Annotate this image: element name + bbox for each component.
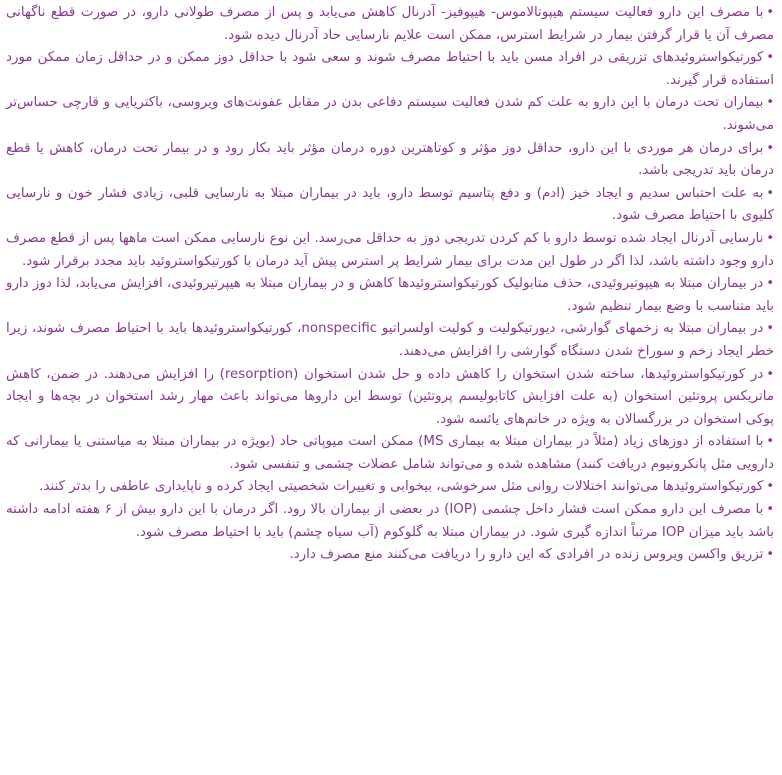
precaution-item bbox=[6, 544, 774, 567]
precaution-text: به علت احتباس سدیم و ایجاد خیز (ادم) و دفع پتاسیم توسط دارو، باید در بیماران مبتلا به نارسایی قلبی، زیادی فشار خون و نارسایی کلیوی با احتیاط مصرف شود. bbox=[6, 185, 774, 224]
precaution-item bbox=[6, 92, 774, 137]
precaution-item bbox=[6, 273, 774, 318]
precaution-text: نارسایی آدرنال ایجاد شده توسط دارو با کم کردن تدریجی دوز به حداقل می‌رسد. این نوع نارسایی ممکن است ماهها پس از قطع مصرف دارو وجود داشته باشد، لذا اگر در طول این مدت برای بیمار شرایط پر استرس پیش آید درمان با کورتیکواستروئید باید مجدد برقرار شود. bbox=[6, 230, 774, 269]
bullet-icon: • bbox=[766, 5, 774, 20]
precaution-item bbox=[6, 228, 774, 273]
bullet-icon: • bbox=[766, 434, 774, 450]
precaution-item bbox=[6, 318, 774, 363]
bullet-icon: • bbox=[766, 479, 774, 495]
precaution-text: در بیماران مبتلا به هیپوتیروئیدی، حذف متابولیک کورتیکواستروئیدها کاهش و در بیماران مبتلا به هیپرتیروئیدی، افزایش می‌یابد، لذا دوز دارو باید متناسب با وضع بیمار تنظیم شود. bbox=[6, 276, 774, 314]
precautions-document bbox=[6, 2, 774, 567]
precaution-text: در بیماران مبتلا به زخمهای گوارشی، دیورتیکولیت و کولیت اولسراتیو nonspecific، کورتیکواستروئیدها باید با احتیاط مصرف شوند، زیرا خطر ایجاد زخم و سوراخ شدن دستگاه گوارشی را افزایش می‌دهند. bbox=[6, 321, 774, 359]
precaution-text: در کورتیکواستروئیدها، ساخته شدن استخوان را کاهش داده و حل شدن استخوان (resorption) را افزایش می‌دهند. در ضمن، کاهش ماتریکس پروتئین استخوان (به علت افزایش کاتابولیسم پروتئین) توسط این داروها می‌تواند باعث مهار رشد استخوان در بچه‌ها و ایجاد پوکی استخوان در بزرگسالان به ویژه در خانم‌های یائسه شود. bbox=[6, 366, 774, 427]
precaution-text: بیماران تحت درمان با این دارو به علت کم شدن فعالیت سیستم دفاعی بدن در مقابل عفونت‌های ویروسی، باکتریایی و قارچی حساس‌تر می‌شوند. bbox=[6, 95, 774, 133]
precaution-item bbox=[6, 2, 774, 47]
precaution-text: با استفاده از دوزهای زیاد (مثلاً در بیماران مبتلا به بیماری MS) ممکن است میوپاتی حاد (بویژه در بیماران مبتلا به میاستنی یا بیمارانی که دارویی مثل پانکرونیوم دریافت کنند) مشاهده شده و می‌تواند شامل عضلات چشمی و تنفسی شود. bbox=[6, 434, 774, 472]
bullet-icon: • bbox=[766, 321, 774, 337]
precaution-text: برای درمان هر موردی با این دارو، حداقل دوز مؤثر و کوتاهترین دوره درمان مؤثر باید بکار رود و در بیمار تحت درمان، کاهش یا قطع درمان باید تدریجی باشد. bbox=[6, 140, 774, 179]
precaution-item bbox=[6, 47, 774, 92]
bullet-icon: • bbox=[766, 276, 774, 292]
precaution-text: کورتیکواستروئیدهای تزریقی در افراد مسن باید با احتیاط مصرف شوند و سعی شود با حداقل دوز ممکن و در حداقل زمان ممکن مورد استفاده قرار گیرند. bbox=[6, 50, 774, 88]
bullet-icon: • bbox=[766, 547, 774, 563]
precaution-item bbox=[6, 138, 774, 183]
precaution-item bbox=[6, 183, 774, 228]
bullet-icon: • bbox=[766, 50, 774, 66]
precaution-text: کورتیکواستروئیدها می‌توانند اختلالات روانی مثل سرخوشی، بیخوابی و تغییرات شخصیتی ایجاد کرده و ناپایداری عاطفی را بدتر کنند. bbox=[39, 479, 764, 495]
bullet-icon: • bbox=[766, 366, 774, 382]
bullet-icon: • bbox=[766, 95, 774, 111]
precaution-text: با مصرف این دارو فعالیت سیستم هیپوتالاموس- هیپوفیز- آدرنال کاهش می‌یابد و پس از مصرف طولانی دارو، در صورت قطع ناگهانی مصرف آن یا قرار گرفتن بیمار در شرایط استرس، ممکن است علایم نارسایی حاد آدرنال دیده شود. bbox=[6, 5, 774, 43]
bullet-icon: • bbox=[766, 230, 774, 246]
bullet-icon: • bbox=[766, 185, 774, 201]
precaution-text: با مصرف این دارو ممکن است فشار داخل چشمی (IOP) در بعضی از بیماران بالا رود. اگر درمان با این دارو بیش از ۶ هفته ادامه داشته باشد باید میزان IOP مرتباً اندازه گیری شود. در بیماران مبتلا به گلوکوم (آب سیاه چشم) باید با احتیاط مصرف شود. bbox=[6, 502, 774, 540]
precaution-item bbox=[6, 431, 774, 476]
precaution-item bbox=[6, 476, 774, 499]
bullet-icon: • bbox=[766, 502, 774, 518]
bullet-icon: • bbox=[766, 140, 774, 156]
precaution-item bbox=[6, 364, 774, 432]
precaution-item bbox=[6, 499, 774, 544]
precaution-text: تزریق واکسن ویروس زنده در افرادی که این دارو را دریافت می‌کنند منع مصرف دارد. bbox=[289, 547, 764, 563]
